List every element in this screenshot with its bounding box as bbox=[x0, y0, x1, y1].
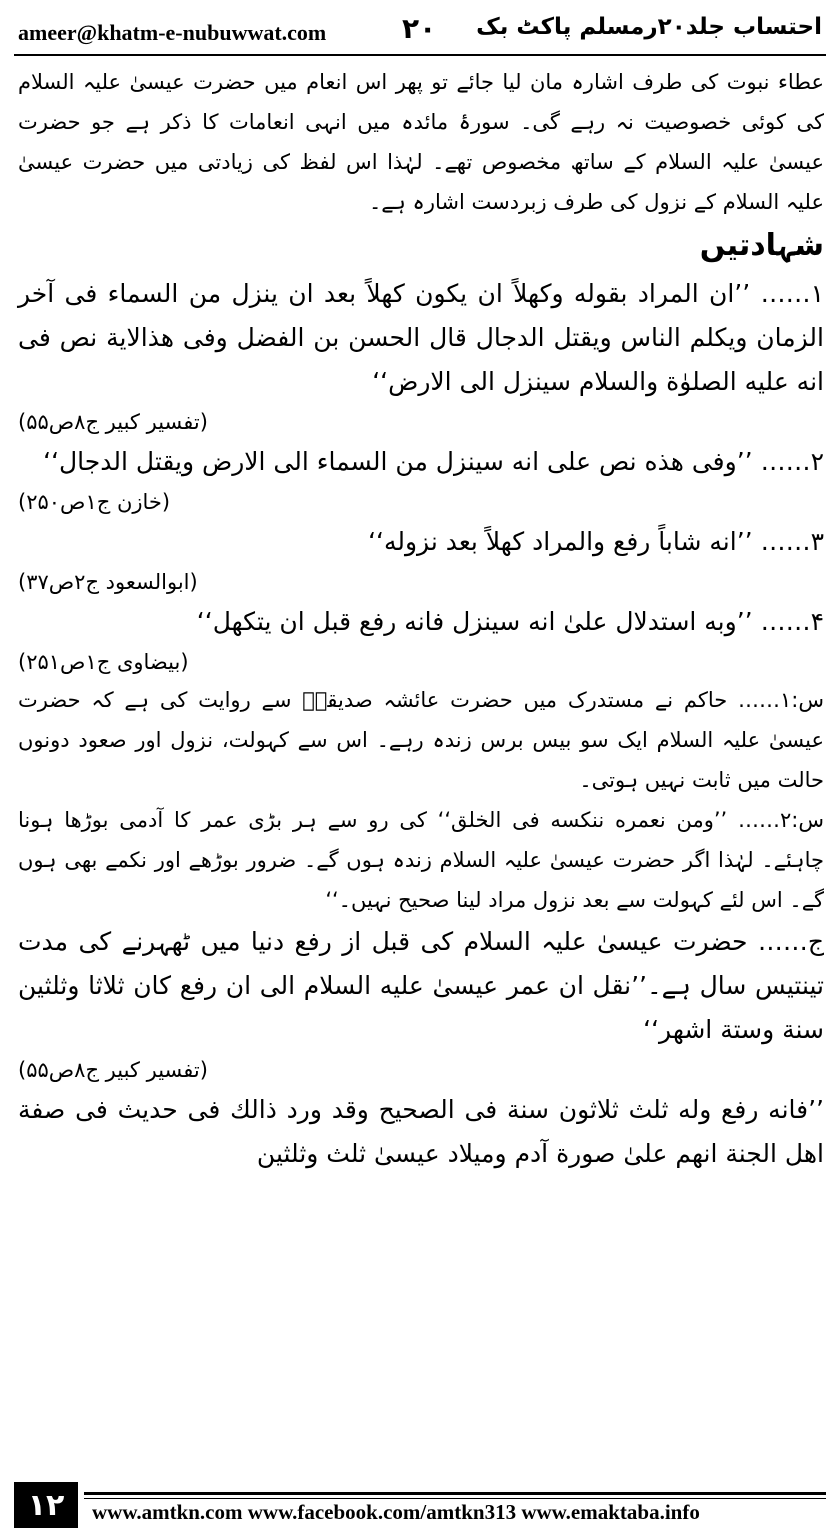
footer-rule-thin bbox=[84, 1498, 826, 1499]
quote-4-text: ’’وبه استدلال علیٰ انه سینزل فانه رفع قبل ان یتکهل‘‘ bbox=[196, 607, 753, 636]
quote-1-text: ’’ان المراد بقوله وکهلاً ان یکون کهلاً بعد ان ینزل من السماء فی آخر الزمان ویکلم الناس ویقتل الدجال قال الحسن بن الفضل وفی هذالایة نص فی انه علیه الصلوٰة والسلام سینزل الی الارض‘‘ bbox=[18, 279, 824, 396]
quote-2 bbox=[18, 440, 824, 484]
quote-4-reference: (بیضاوی ج۱ص۲۵۱) bbox=[18, 650, 189, 674]
quote-1-number: ۱…… bbox=[760, 279, 824, 308]
page-header bbox=[14, 6, 826, 56]
quote-2-number: ۲…… bbox=[760, 447, 824, 476]
quote-3 bbox=[18, 520, 824, 564]
quote-1-reference: (تفسیر کبیر ج۸ص۵۵) bbox=[18, 410, 208, 434]
header-page-number: ۲۰ bbox=[402, 12, 437, 45]
final-quote: ’’فانه رفع وله ثلث ثلاثون سنة فی الصحیح وقد ورد ذالك فی حدیث فی صفة اهل الجنة انهم علیٰ صورة آدم ومیلاد عیسیٰ ثلث وثلثین bbox=[18, 1095, 824, 1168]
quote-2-reference: (خازن ج۱ص۲۵۰) bbox=[18, 490, 171, 514]
page-body bbox=[18, 62, 824, 1176]
page-footer bbox=[14, 1482, 826, 1532]
footer-page-number: ۱۲ bbox=[14, 1482, 78, 1528]
intro-paragraph: عطاء نبوت کی طرف اشارہ مان لیا جائے تو پھر اس انعام میں حضرت عیسیٰ علیہ السلام کی کوئی خصوصیت نہ رہے گی۔ سورۂ مائدہ میں انہی انعامات کا ذکر ہے جو حضرت عیسیٰ علیہ السلام کے ساتھ مخصوص تھے۔ لہٰذا اس لفظ کی زیادتی میں حضرت عیسیٰ علیہ السلام کے نزول کی طرف زبردست اشارہ ہے۔ bbox=[18, 70, 824, 214]
answer-text: حضرت عیسیٰ علیہ السلام کی قبل از رفع دنیا میں ٹھہرنے کی مدت تینتیس سال ہے۔’’نقل ان عمر عیسیٰ علیه السلام الی ان رفع کان ثلاثا وثلثین سنة وستة اشهر‘‘ bbox=[18, 927, 824, 1044]
header-email: ameer@khatm-e-nubuwwat.com bbox=[18, 20, 327, 45]
answer-reference: (تفسیر کبیر ج۸ص۵۵) bbox=[18, 1058, 208, 1082]
quote-2-text: ’’وفی هذه نص علی انه سینزل من السماء الی الارض ویقتل الدجال‘‘ bbox=[43, 447, 753, 476]
header-title: احتساب جلد۲۰رمسلم پاکٹ بک bbox=[476, 14, 822, 40]
quote-3-reference: (ابوالسعود ج۲ص۳۷) bbox=[18, 570, 198, 594]
quote-3-text: ’’انه شاباً رفع والمراد کهلاً بعد نزوله‘‘ bbox=[368, 527, 753, 556]
quote-4-number: ۴…… bbox=[760, 607, 824, 636]
answer bbox=[18, 920, 824, 1052]
footer-rule-thick bbox=[84, 1492, 826, 1495]
quote-3-number: ۳…… bbox=[760, 527, 824, 556]
answer-label: ج…… bbox=[757, 927, 825, 956]
quote-1 bbox=[18, 272, 824, 404]
footer-links: www.amtkn.com www.facebook.com/amtkn313 www.emaktaba.info bbox=[92, 1500, 700, 1524]
section-heading: شہادتیں bbox=[699, 228, 824, 263]
quote-4 bbox=[18, 600, 824, 644]
question-2: س:۲…… ’’ومن نعمره ننکسه فی الخلق‘‘ کی رو سے ہر بڑی عمر کا آدمی بوڑھا ہونا چاہئے۔ لہٰذا اگر حضرت عیسیٰ علیہ السلام زندہ ہوں گے۔ ضرور بوڑھے اور نکمے بھی ہوں گے۔ اس لئے کہولت سے بعد نزول مراد لینا صحیح نہیں۔‘‘ bbox=[18, 808, 824, 912]
header-rule bbox=[14, 54, 826, 56]
question-1: س:۱…… حاکم نے مستدرک میں حضرت عائشہ صدیقہؓ سے روایت کی ہے کہ حضرت عیسیٰ علیہ السلام ایک سو بیس برس زندہ رہے۔ اس سے کہولت، نزول اور صعود دونوں حالت میں ثابت نہیں ہوتی۔ bbox=[18, 688, 824, 792]
